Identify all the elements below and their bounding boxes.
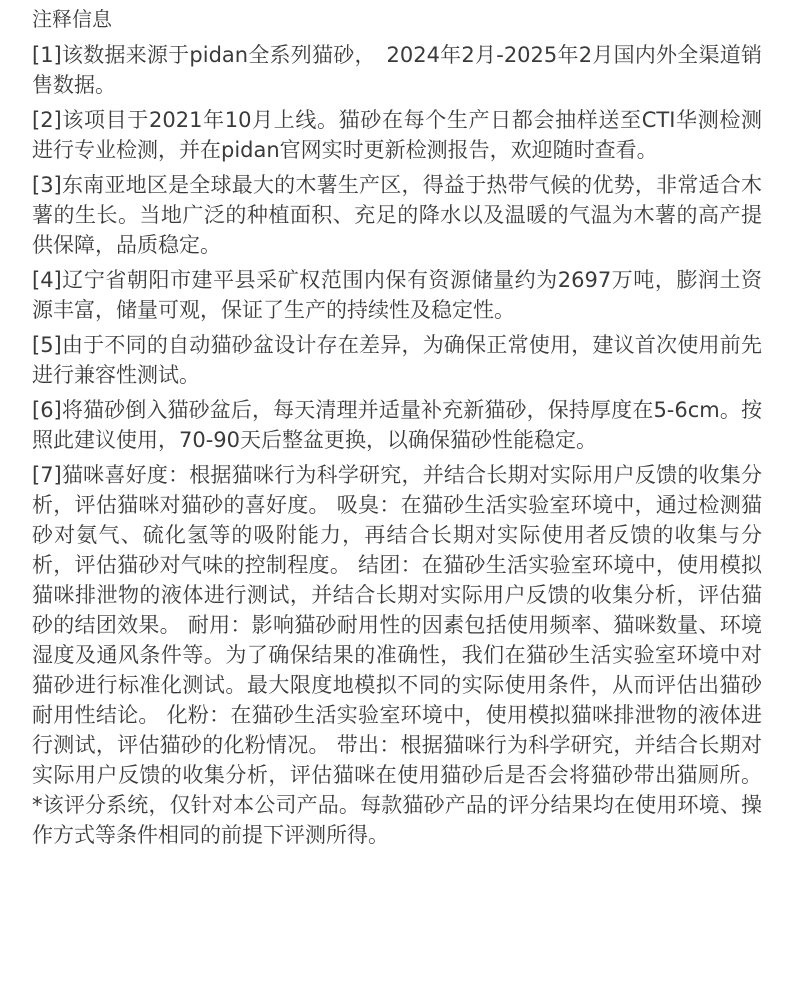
page-title: 注释信息: [32, 7, 112, 31]
note-7: [7]猫咪喜好度：根据猫咪行为科学研究，并结合长期对实际用户反馈的收集分析，评估猫咪对猫砂的喜好度。 吸臭：在猫砂生活实验室环境中，通过检测猫砂对氨气、硫化氢等的吸附能力，再结合长期对实际使用者反馈的收集与分析，评估猫砂对气味的控制程度。 结团：在猫砂生活实验室环境中，使用模拟猫咪排泄物的液体进行测试，并结合长期对实际用户反馈的收集分析，评估猫砂的结团效果。 耐用：影响猫砂耐用性的因素包括使用频率、猫咪数量、环境湿度及通风条件等。为了确保结果的准确性，我们在猫砂生活实验室环境中对猫砂进行标准化测试。最大限度地模拟不同的实际使用条件，从而评估出猫砂耐用性结论。 化粉：在猫砂生活实验室环境中，使用模拟猫咪排泄物的液体进行测试，评估猫砂的化粉情况。 带出：根据猫咪行为科学研究，并结合长期对实际用户反馈的收集分析，评估猫咪在使用猫砂后是否会将猫砂带出猫厕所。 *该评分系统，仅针对本公司产品。每款猫砂产品的评分结果均在使用环境、操作方式等条件相同的前提下评测所得。: [32, 463, 762, 847]
note-5: [5]由于不同的自动猫砂盆设计存在差异，为确保正常使用，建议首次使用前先进行兼容性测试。: [32, 333, 762, 387]
note-4: [4]辽宁省朝阳市建平县采矿权范围内保有资源储量约为2697万吨，膨润土资源丰富，储量可观，保证了生产的持续性及稳定性。: [32, 268, 762, 322]
note-6: [6]将猫砂倒入猫砂盆后，每天清理并适量补充新猫砂，保持厚度在5-6cm。按照此建议使用，70-90天后整盆更换，以确保猫砂性能稳定。: [32, 398, 762, 452]
note-1: [1]该数据来源于pidan全系列猫砂， 2024年2月-2025年2月国内外全渠道销售数据。: [32, 43, 762, 97]
note-3: [3]东南亚地区是全球最大的木薯生产区，得益于热带气候的优势，非常适合木薯的生长。当地广泛的种植面积、充足的降水以及温暖的气温为木薯的高产提供保障，品质稳定。: [32, 173, 762, 257]
note-2: [2]该项目于2021年10月上线。猫砂在每个生产日都会抽样送至CTI华测检测进行专业检测，并在pidan官网实时更新检测报告，欢迎随时查看。: [32, 108, 762, 162]
